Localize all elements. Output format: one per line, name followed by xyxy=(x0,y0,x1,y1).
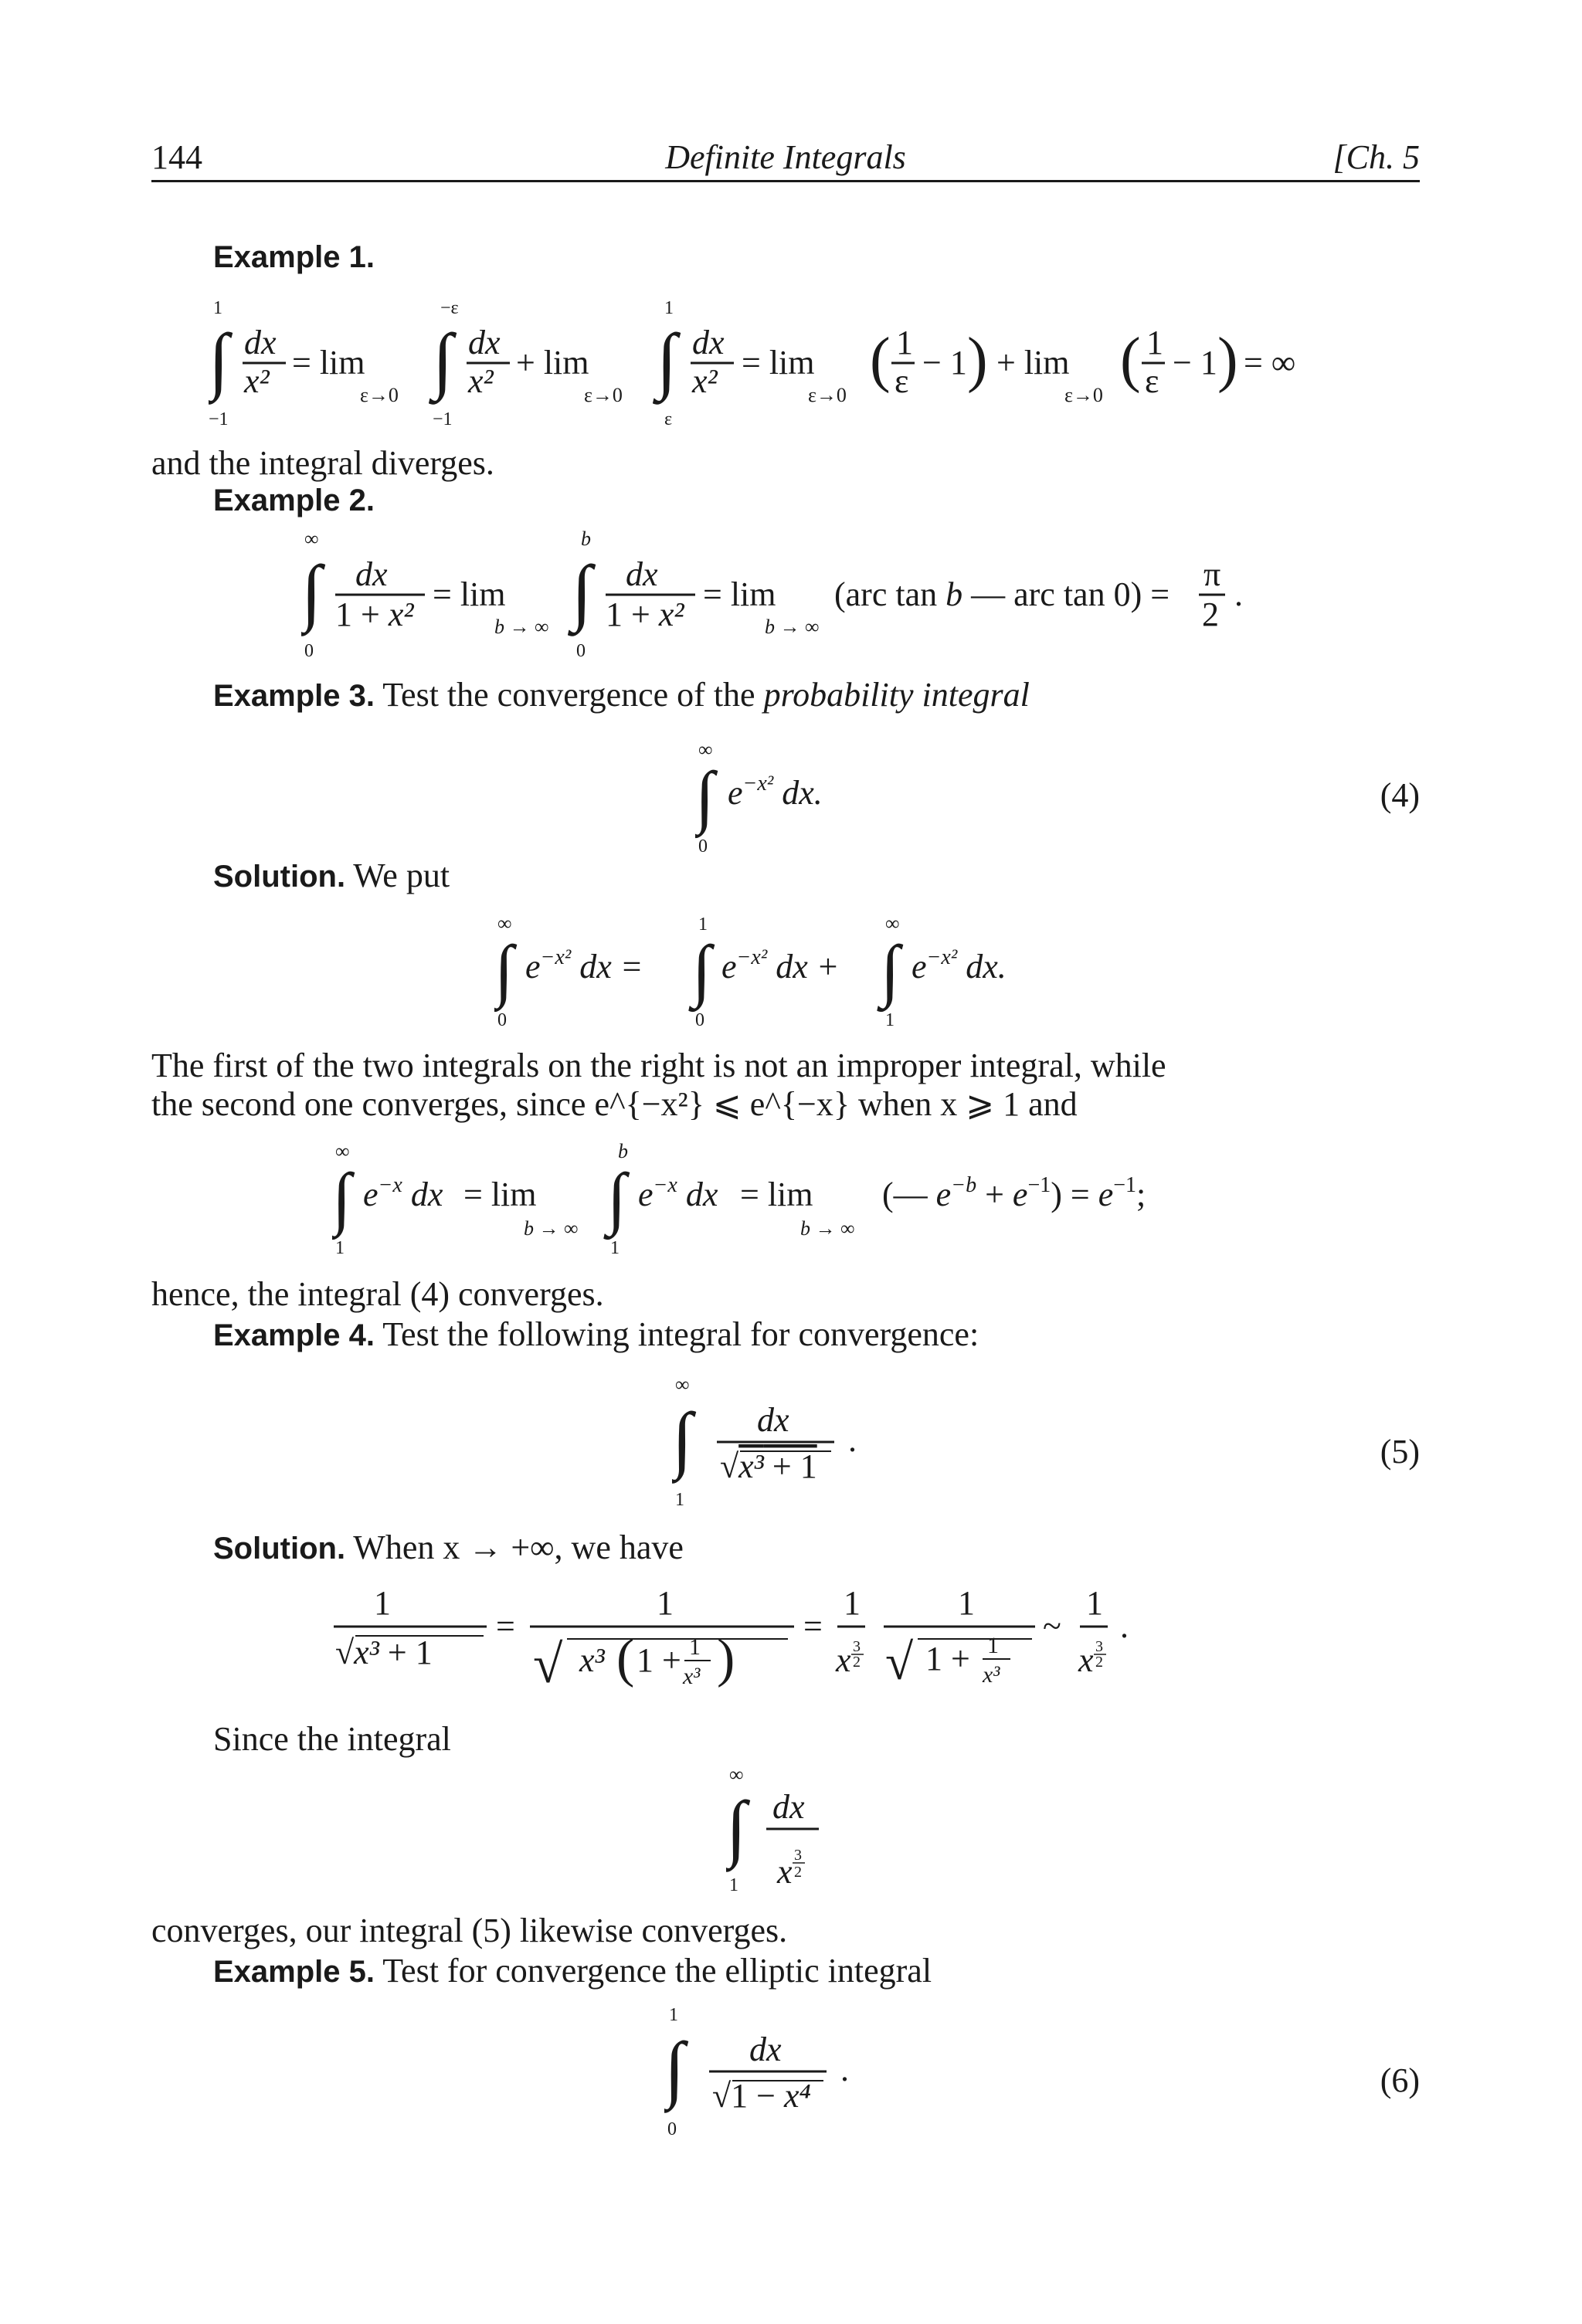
svg-text:3: 3 xyxy=(794,1847,802,1864)
solution-label: Solution. xyxy=(213,860,346,894)
svg-text:=: = xyxy=(803,1607,823,1645)
svg-text:1: 1 xyxy=(896,324,913,361)
svg-text:1: 1 xyxy=(1146,324,1163,361)
svg-text:e−x² dx.: $e^{-x^2}$ dx. xyxy=(728,772,823,812)
svg-text:π: π xyxy=(1203,555,1221,593)
example-3-formula-3 xyxy=(332,1139,1259,1263)
svg-text:√: √ xyxy=(533,1635,563,1695)
example-2-label: Example 2. xyxy=(213,483,375,517)
svg-text:1 + x²: 1 + x² xyxy=(335,595,414,633)
svg-text:dx: dx xyxy=(468,324,501,361)
example-5-intro xyxy=(213,1954,932,1988)
svg-text:1 +: 1 + xyxy=(925,1640,970,1678)
svg-text:∫: ∫ xyxy=(726,1786,747,1868)
svg-text:1: 1 xyxy=(987,1633,999,1658)
svg-text:∫: ∫ xyxy=(332,1160,351,1237)
svg-text:1 + x²: 1 + x² xyxy=(606,595,684,633)
svg-text:(: ( xyxy=(1120,326,1141,394)
example-1-label: Example 1. xyxy=(213,240,375,274)
svg-text:.: . xyxy=(848,1421,857,1459)
svg-text:1: 1 xyxy=(844,1584,861,1622)
svg-text:= lim: = lim xyxy=(740,1176,813,1213)
svg-text:ε→0: ε→0 xyxy=(808,384,847,406)
example-1-formula xyxy=(209,293,1398,433)
since-the-integral: Since the integral xyxy=(213,1720,451,1758)
svg-text:√x³ + 1: √x³ + 1 xyxy=(720,1447,817,1485)
svg-text:3: 3 xyxy=(1095,1638,1103,1655)
svg-text:= lim: = lim xyxy=(463,1176,537,1213)
svg-text:2: 2 xyxy=(794,1864,802,1881)
paragraph-line-1: The first of the two integrals on the right is not an improper integral, while xyxy=(151,1047,1166,1084)
svg-text:∫: ∫ xyxy=(695,758,715,835)
svg-text:∫: ∫ xyxy=(433,318,453,401)
svg-text:ε: ε xyxy=(664,409,673,429)
svg-text:1: 1 xyxy=(664,298,674,318)
example-4-formula xyxy=(672,1371,919,1510)
example-4-conclusion: converges, our integral (5) likewise converges. xyxy=(151,1912,788,1949)
svg-text:~: ~ xyxy=(1043,1607,1061,1645)
svg-text:): ) xyxy=(967,326,988,394)
svg-text:.: . xyxy=(840,2051,849,2088)
svg-text:e−x² dx =: $e^{-x^2}$ dx = xyxy=(525,945,643,986)
svg-text:1: 1 xyxy=(958,1584,975,1622)
example-4-formula-3 xyxy=(726,1761,881,1900)
equation-number-6: (6) xyxy=(1380,2061,1420,2099)
svg-text:3: 3 xyxy=(853,1638,861,1655)
header-rule xyxy=(151,180,1420,182)
example-4-solution xyxy=(213,1528,684,1566)
svg-text:= lim: = lim xyxy=(292,344,365,382)
svg-text:dx: dx xyxy=(355,555,388,593)
svg-text:+ lim: + lim xyxy=(516,344,589,382)
svg-text:∫: ∫ xyxy=(657,318,677,401)
example-3-label: Example 3. xyxy=(213,679,375,713)
example-5-label: Example 5. xyxy=(213,1955,375,1989)
svg-text:b → ∞: b → ∞ xyxy=(800,1217,855,1240)
svg-text:∞: ∞ xyxy=(698,738,713,761)
example-4-label: Example 4. xyxy=(213,1318,375,1352)
svg-text:1: 1 xyxy=(689,1634,701,1660)
example-2-formula xyxy=(301,525,1305,664)
svg-text:0: 0 xyxy=(698,836,708,853)
svg-text:(arc tan b — arc tan 0) =: (arc tan b — arc tan 0) = xyxy=(834,575,1170,613)
svg-text:√: √ xyxy=(885,1634,914,1691)
example-5-formula xyxy=(664,2000,912,2139)
svg-text:1: 1 xyxy=(669,2005,678,2025)
svg-text:): ) xyxy=(717,1629,735,1688)
svg-text:.: . xyxy=(1120,1607,1129,1645)
svg-text:∞: ∞ xyxy=(729,1763,744,1786)
svg-text:∫: ∫ xyxy=(664,2027,685,2109)
example-1-after: and the integral diverges. xyxy=(151,444,494,482)
solution-label: Solution. xyxy=(213,1532,346,1566)
svg-text:b → ∞: b → ∞ xyxy=(524,1217,579,1240)
svg-text:0: 0 xyxy=(576,641,586,661)
svg-text:0: 0 xyxy=(695,1010,704,1027)
svg-text:1: 1 xyxy=(657,1584,674,1622)
svg-text:(: ( xyxy=(616,1629,635,1688)
chapter-title: Definite Integrals xyxy=(665,138,906,176)
svg-text:−1: −1 xyxy=(209,409,229,429)
svg-text:e−x dx: $e^{-x}$ dx xyxy=(363,1173,443,1213)
svg-text:b: b xyxy=(618,1140,628,1162)
svg-text:= lim: = lim xyxy=(433,575,506,613)
svg-text:∞: ∞ xyxy=(304,528,319,550)
svg-text:x³: x³ xyxy=(683,1664,701,1689)
example-4-intro xyxy=(213,1315,979,1353)
svg-text:dx: dx xyxy=(692,324,725,361)
svg-text:(: ( xyxy=(870,326,891,394)
svg-text:2: 2 xyxy=(853,1654,861,1671)
example-4-formula-2 xyxy=(324,1576,1251,1707)
svg-text:(— e−b + e−1) = e−1;: (— $e^{-b} + e^{-1}) = e^{-1}$; xyxy=(882,1173,1146,1213)
svg-text:= ∞: = ∞ xyxy=(1244,344,1296,382)
svg-text:x³: x³ xyxy=(983,1662,1000,1688)
svg-text:= lim: = lim xyxy=(742,344,815,382)
example-3-conclusion: hence, the integral (4) converges. xyxy=(151,1275,604,1313)
svg-text:1: 1 xyxy=(675,1490,684,1510)
svg-text:e−x² dx +: $e^{-x^2}$ dx + xyxy=(721,945,840,986)
svg-text:∞: ∞ xyxy=(335,1140,350,1162)
svg-text:e−x dx: $e^{-x}$ dx xyxy=(638,1173,718,1213)
svg-text:dx: dx xyxy=(244,324,277,361)
svg-text:√x³ + 1: √x³ + 1 xyxy=(335,1634,433,1671)
chapter-ref: [Ch. 5 xyxy=(1332,138,1420,176)
svg-text:1: 1 xyxy=(1086,1584,1103,1622)
svg-text:∞: ∞ xyxy=(497,912,512,935)
svg-text:dx: dx xyxy=(772,1788,805,1826)
example-4-text: Test the following integral for convergence: xyxy=(382,1315,979,1353)
svg-text:∫: ∫ xyxy=(572,550,592,633)
svg-text:ε→0: ε→0 xyxy=(1064,384,1103,406)
svg-text:0: 0 xyxy=(667,2119,677,2139)
example-3-text: Test the convergence of the xyxy=(382,676,755,714)
svg-text:− 1: − 1 xyxy=(922,344,967,382)
svg-text:+ lim: + lim xyxy=(996,344,1070,382)
svg-text:2: 2 xyxy=(1202,595,1219,633)
svg-text:∫: ∫ xyxy=(672,1397,693,1480)
svg-text:dx: dx xyxy=(626,555,658,593)
svg-text:∫: ∫ xyxy=(692,932,711,1009)
example-3-term: probability integral xyxy=(763,676,1030,714)
solution-text: We put xyxy=(353,857,450,894)
svg-text:1: 1 xyxy=(374,1584,391,1622)
example-3-formula-2 xyxy=(494,911,1081,1027)
paragraph-line-2: the second one converges, since e^{−x²} ⩽ e^{−x} when x ⩾ 1 and xyxy=(151,1085,1078,1123)
example-3-formula xyxy=(695,738,942,853)
svg-text:1: 1 xyxy=(610,1238,620,1258)
svg-text:∞: ∞ xyxy=(675,1373,690,1396)
svg-text:e−x² dx.: $e^{-x^2}$ dx. xyxy=(912,945,1007,986)
page-number: 144 xyxy=(151,138,202,176)
svg-text:∫: ∫ xyxy=(301,550,322,633)
svg-text:1: 1 xyxy=(213,298,222,318)
svg-text:2: 2 xyxy=(1095,1654,1103,1671)
svg-text:b → ∞: b → ∞ xyxy=(765,616,820,638)
svg-text:ε→0: ε→0 xyxy=(584,384,623,406)
svg-text:0: 0 xyxy=(304,641,314,661)
svg-text:1 +: 1 + xyxy=(637,1641,681,1679)
svg-text:1: 1 xyxy=(335,1238,345,1258)
svg-text:dx: dx xyxy=(757,1401,789,1439)
svg-text:ε: ε xyxy=(1145,362,1159,400)
svg-text:− 1: − 1 xyxy=(1173,344,1217,382)
svg-text:0: 0 xyxy=(497,1010,507,1027)
equation-number-5: (5) xyxy=(1380,1433,1420,1471)
solution-text: When x → +∞, we have xyxy=(353,1528,684,1566)
svg-text:b → ∞: b → ∞ xyxy=(494,616,549,638)
svg-text:∞: ∞ xyxy=(885,912,900,935)
svg-text:∫: ∫ xyxy=(494,932,514,1009)
svg-text:x²: x² xyxy=(244,362,270,400)
svg-text:x²: x² xyxy=(692,362,718,400)
example-3-solution xyxy=(213,859,450,893)
equation-number-4: (4) xyxy=(1380,776,1420,814)
svg-text:x: x xyxy=(777,1853,793,1891)
svg-text:ε: ε xyxy=(895,362,909,400)
svg-text:.: . xyxy=(1234,575,1243,613)
svg-text:x: x xyxy=(836,1641,851,1679)
example-3-intro xyxy=(213,678,1030,712)
svg-text:x³: x³ xyxy=(579,1641,605,1679)
svg-text:1: 1 xyxy=(885,1010,895,1027)
svg-text:x: x xyxy=(1078,1641,1094,1679)
svg-text:√1 − x⁴: √1 − x⁴ xyxy=(712,2077,811,2115)
svg-text:1: 1 xyxy=(729,1875,738,1895)
svg-text:b: b xyxy=(581,528,591,550)
svg-text:x²: x² xyxy=(468,362,494,400)
svg-text:=: = xyxy=(496,1607,515,1645)
svg-text:dx: dx xyxy=(749,2031,782,2068)
running-header xyxy=(151,137,1420,184)
svg-text:−ε: −ε xyxy=(440,298,459,318)
svg-text:∫: ∫ xyxy=(209,318,229,401)
svg-text:∫: ∫ xyxy=(607,1160,626,1237)
svg-text:= lim: = lim xyxy=(703,575,776,613)
svg-text:∫: ∫ xyxy=(881,932,900,1009)
svg-text:ε→0: ε→0 xyxy=(360,384,399,406)
svg-text:1: 1 xyxy=(698,914,708,935)
svg-text:): ) xyxy=(1217,326,1238,394)
example-5-text: Test for convergence the elliptic integral xyxy=(382,1952,932,1990)
svg-text:−1: −1 xyxy=(433,409,453,429)
